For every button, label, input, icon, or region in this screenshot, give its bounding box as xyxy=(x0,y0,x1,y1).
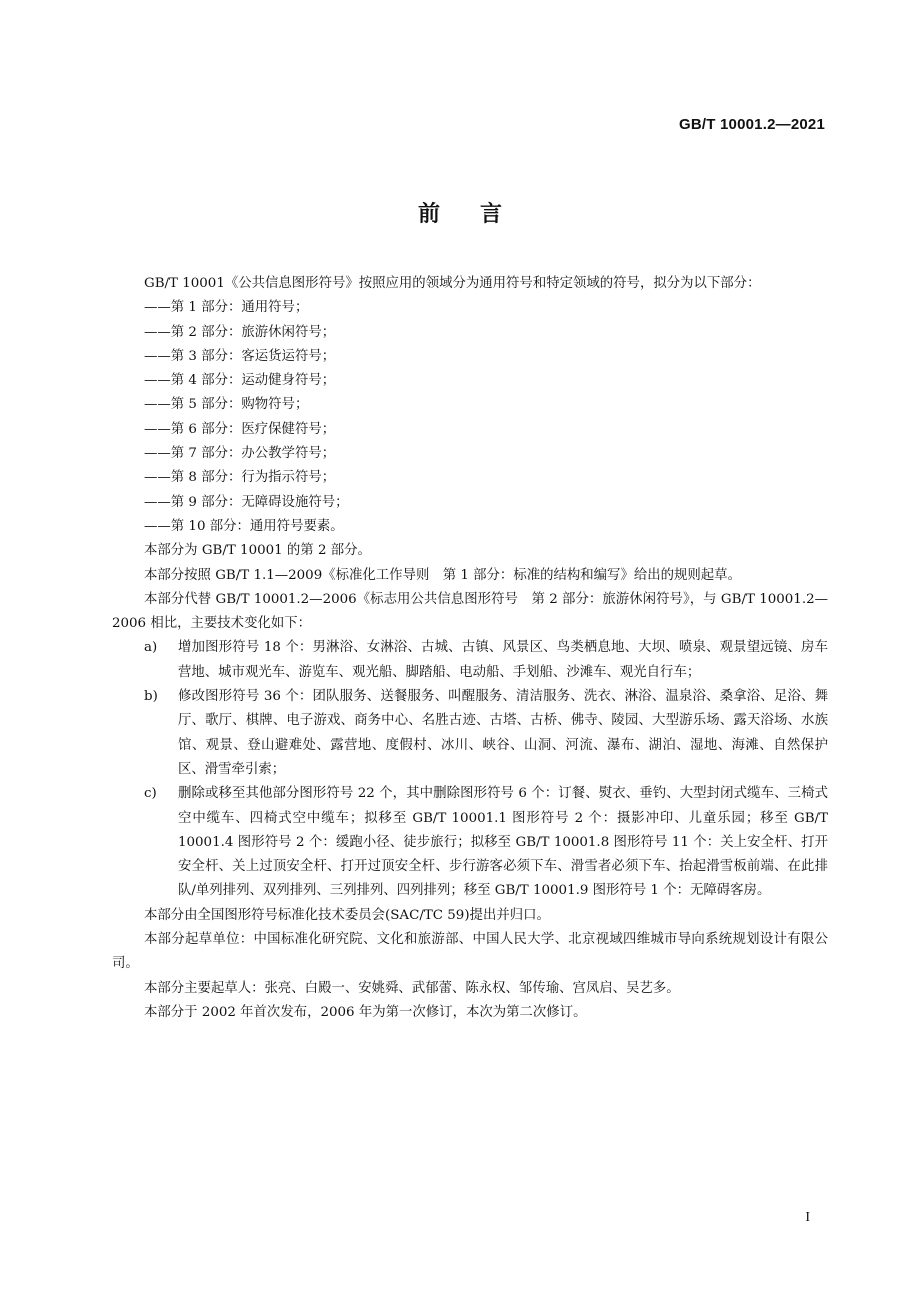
change-text: 修改图形符号 36 个：团队服务、送餐服务、叫醒服务、清洁服务、洗衣、淋浴、温泉浴、桑拿浴、足浴、舞厅、歌厅、棋牌、电子游戏、商务中心、名胜古迹、古塔、古桥、佛寺、陵园、大型游乐场、露天浴场、水族馆、观景、登山避难处、露营地、度假村、冰川、峡谷、山洞、河流、瀑布、湖泊、湿地、海滩、自然保护区、滑雪牵引索； xyxy=(178,689,828,777)
proposer-paragraph: 本部分由全国图形符号标准化技术委员会(SAC/TC 59)提出并归口。 xyxy=(144,907,550,923)
page-title: 前言 xyxy=(417,202,542,227)
change-text: 删除或移至其他部分图形符号 22 个，其中删除图形符号 6 个：订餐、熨衣、垂钓、大型封闭式缆车、三椅式空中缆车、四椅式空中缆车；拟移至 GB/T 10001.1 图形符号 2 个：摄影冲印、儿童乐园；移至 GB/T 10001.4 图形符号 2 个：缓跑小径、徒步旅行；拟移至 GB/T 10001.8 图形符号 11 个：关上安全杆、打开安全杆、关上过顶安全杆、打开过顶安全杆、步行游客必须下车、滑雪者必须下车、抬起滑雪板前端、在此排队/单列排列、双列排列、三列排列、四列排列；移至 GB/T 10001.9 图形符号 1 个：无障碍客房。 xyxy=(178,786,828,899)
drafting-units-paragraph: 本部分起草单位：中国标准化研究院、文化和旅游部、中国人民大学、北京视域四维城市导向系统规划设计有限公司。 xyxy=(112,932,828,972)
change-label: b) xyxy=(144,689,158,705)
drafters-paragraph: 本部分主要起草人：张亮、白殿一、安姚舜、武郁蕾、陈永权、邹传瑜、宫凤启、吴艺多。 xyxy=(144,980,680,996)
part-statement: 本部分为 GB/T 10001 的第 2 部分。 xyxy=(144,543,371,559)
list-item: ——第 7 部分：办公教学符号； xyxy=(144,446,336,462)
changes-list xyxy=(112,636,828,903)
replacement-paragraph: 本部分代替 GB/T 10001.2—2006《标志用公共信息图形符号 第 2 部分：旅游休闲符号》，与 GB/T 10001.2—2006 相比，主要技术变化如下： xyxy=(112,591,828,632)
list-item: ——第 3 部分：客运货运符号； xyxy=(144,348,336,364)
list-item: ——第 10 部分：通用符号要素。 xyxy=(144,518,344,534)
list-item: ——第 6 部分：医疗保健符号； xyxy=(144,421,336,437)
list-item: ——第 5 部分：购物符号； xyxy=(144,397,309,413)
change-item xyxy=(112,782,828,903)
foreword-body xyxy=(112,272,828,1025)
list-item: ——第 1 部分：通用符号； xyxy=(144,300,309,316)
change-item xyxy=(112,636,828,685)
list-item: ——第 4 部分：运动健身符号； xyxy=(144,373,336,389)
change-text: 增加图形符号 18 个：男淋浴、女淋浴、古城、古镇、风景区、鸟类栖息地、大坝、喷泉、观景望远镜、房车营地、城市观光车、游览车、观光船、脚踏船、电动船、手划船、沙滩车、观光自行车； xyxy=(178,640,828,680)
document-number: GB/T 10001.2—2021 xyxy=(679,116,825,133)
intro-paragraph: GB/T 10001《公共信息图形符号》按照应用的领域分为通用符号和特定领域的符号，拟分为以下部分： xyxy=(144,276,761,291)
change-label: a) xyxy=(144,640,158,656)
history-paragraph: 本部分于 2002 年首次发布，2006 年为第一次修订，本次为第二次修订。 xyxy=(144,1004,587,1020)
change-label: c) xyxy=(144,786,157,802)
list-item: ——第 2 部分：旅游休闲符号； xyxy=(144,324,336,340)
change-item xyxy=(112,685,828,782)
parts-list xyxy=(112,296,828,539)
page-number: I xyxy=(805,1210,810,1225)
drafting-rules-paragraph: 本部分按照 GB/T 1.1—2009《标准化工作导则 第 1 部分：标准的结构和编写》给出的规则起草。 xyxy=(144,567,741,583)
list-item: ——第 8 部分：行为指示符号； xyxy=(144,470,336,486)
list-item: ——第 9 部分：无障碍设施符号； xyxy=(144,494,349,510)
